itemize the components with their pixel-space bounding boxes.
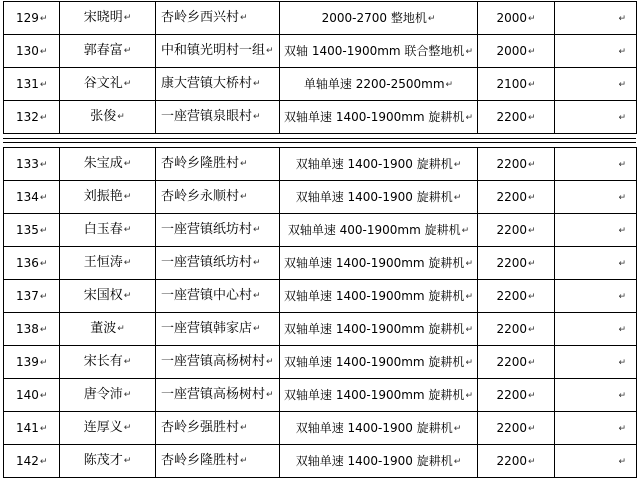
price-cell bbox=[478, 148, 555, 181]
paragraph-mark-icon: ↵ bbox=[39, 225, 48, 236]
table-row bbox=[4, 214, 637, 247]
paragraph-mark-icon: ↵ bbox=[123, 13, 132, 23]
table-row bbox=[4, 445, 637, 478]
row-number-cell bbox=[4, 346, 60, 379]
row-number-cell bbox=[4, 247, 60, 280]
cell-text: 康大营镇大桥村 bbox=[161, 76, 253, 91]
cell-text: 2200 bbox=[496, 453, 527, 468]
paragraph-mark-icon: ↵ bbox=[618, 390, 626, 401]
note-cell bbox=[555, 313, 637, 346]
row-number-cell bbox=[4, 445, 60, 478]
address-cell bbox=[156, 280, 280, 313]
cell-text: 白玉春 bbox=[83, 222, 123, 237]
paragraph-mark-icon: ↵ bbox=[123, 390, 132, 400]
price-cell bbox=[478, 181, 555, 214]
address-cell bbox=[156, 214, 280, 247]
paragraph-mark-icon: ↵ bbox=[39, 291, 48, 302]
paragraph-mark-icon: ↵ bbox=[528, 258, 536, 269]
paragraph-mark-icon: ↵ bbox=[39, 456, 48, 467]
cell-text: 宋长有 bbox=[83, 354, 123, 369]
machine-model-cell bbox=[280, 68, 478, 101]
table-row bbox=[4, 35, 637, 68]
cell-text: 宋晓明 bbox=[83, 10, 123, 25]
cell-text: 中和镇光明村一组 bbox=[161, 43, 266, 58]
cell-text: 董波 bbox=[90, 321, 117, 336]
price-cell bbox=[478, 346, 555, 379]
table-row bbox=[4, 247, 637, 280]
cell-text: 一座营镇中心村 bbox=[161, 288, 253, 303]
address-cell bbox=[156, 68, 280, 101]
person-name-cell bbox=[60, 101, 156, 134]
paragraph-mark-icon: ↵ bbox=[39, 192, 48, 203]
person-name-cell bbox=[60, 214, 156, 247]
subsidy-table-bottom bbox=[3, 147, 637, 478]
paragraph-mark-icon: ↵ bbox=[39, 390, 48, 401]
row-number-cell bbox=[4, 280, 60, 313]
paragraph-mark-icon: ↵ bbox=[240, 456, 248, 466]
address-cell bbox=[156, 148, 280, 181]
paragraph-mark-icon: ↵ bbox=[240, 192, 248, 202]
machine-model-cell bbox=[280, 214, 478, 247]
table-row bbox=[4, 379, 637, 412]
person-name-cell bbox=[60, 2, 156, 35]
cell-text: 张俊 bbox=[90, 109, 117, 124]
paragraph-mark-icon: ↵ bbox=[528, 357, 536, 368]
paragraph-mark-icon: ↵ bbox=[528, 159, 536, 170]
price-cell bbox=[478, 214, 555, 247]
paragraph-mark-icon: ↵ bbox=[39, 13, 48, 24]
cell-text: 双轴单速 1400-1900mm 旋耕机 bbox=[284, 387, 465, 402]
paragraph-mark-icon: ↵ bbox=[618, 456, 626, 467]
paragraph-mark-icon: ↵ bbox=[528, 456, 536, 467]
paragraph-mark-icon: ↵ bbox=[528, 291, 536, 302]
paragraph-mark-icon: ↵ bbox=[461, 225, 470, 236]
paragraph-mark-icon: ↵ bbox=[39, 79, 48, 90]
price-cell bbox=[478, 2, 555, 35]
cell-text: 137 bbox=[16, 288, 39, 303]
paragraph-mark-icon: ↵ bbox=[39, 324, 48, 335]
cell-text: 134 bbox=[16, 189, 39, 204]
table-row bbox=[4, 412, 637, 445]
address-cell bbox=[156, 101, 280, 134]
paragraph-mark-icon: ↵ bbox=[528, 423, 536, 434]
cell-text: 连厚义 bbox=[83, 420, 123, 435]
cell-text: 2200 bbox=[496, 222, 527, 237]
person-name-cell bbox=[60, 445, 156, 478]
note-cell bbox=[555, 346, 637, 379]
row-number-cell bbox=[4, 214, 60, 247]
paragraph-mark-icon: ↵ bbox=[266, 357, 274, 367]
cell-text: 杏岭乡隆胜村 bbox=[161, 453, 240, 468]
cell-text: 2200 bbox=[496, 156, 527, 171]
paragraph-mark-icon: ↵ bbox=[39, 159, 48, 170]
table-row bbox=[4, 101, 637, 134]
table-row bbox=[4, 346, 637, 379]
paragraph-mark-icon: ↵ bbox=[465, 112, 473, 123]
paragraph-mark-icon: ↵ bbox=[465, 324, 473, 335]
subsidy-table-top bbox=[3, 1, 637, 134]
paragraph-mark-icon: ↵ bbox=[266, 46, 274, 56]
cell-text: 138 bbox=[16, 321, 39, 336]
table-separator bbox=[0, 136, 639, 145]
person-name-cell bbox=[60, 379, 156, 412]
person-name-cell bbox=[60, 181, 156, 214]
cell-text: 一座营镇高杨树村 bbox=[161, 354, 266, 369]
table-row bbox=[4, 280, 637, 313]
price-cell bbox=[478, 412, 555, 445]
person-name-cell bbox=[60, 148, 156, 181]
paragraph-mark-icon: ↵ bbox=[117, 324, 125, 334]
cell-text: 双轴单速 1400-1900 旋耕机 bbox=[295, 420, 453, 435]
note-cell bbox=[555, 68, 637, 101]
note-cell bbox=[555, 280, 637, 313]
note-cell bbox=[555, 181, 637, 214]
machine-model-cell bbox=[280, 412, 478, 445]
cell-text: 2000 bbox=[496, 43, 527, 58]
row-number-cell bbox=[4, 379, 60, 412]
paragraph-mark-icon: ↵ bbox=[117, 112, 125, 122]
cell-text: 双轴单速 400-1900mm 旋耕机 bbox=[287, 222, 461, 237]
paragraph-mark-icon: ↵ bbox=[618, 357, 626, 368]
cell-text: 2000 bbox=[496, 10, 527, 25]
note-cell bbox=[555, 445, 637, 478]
cell-text: 双轴单速 1400-1900mm 旋耕机 bbox=[284, 109, 465, 124]
paragraph-mark-icon: ↵ bbox=[253, 225, 261, 235]
person-name-cell bbox=[60, 313, 156, 346]
paragraph-mark-icon: ↵ bbox=[453, 456, 462, 467]
row-number-cell bbox=[4, 101, 60, 134]
paragraph-mark-icon: ↵ bbox=[618, 291, 626, 302]
paragraph-mark-icon: ↵ bbox=[465, 291, 473, 302]
address-cell bbox=[156, 313, 280, 346]
paragraph-mark-icon: ↵ bbox=[445, 79, 454, 90]
paragraph-mark-icon: ↵ bbox=[240, 159, 248, 169]
price-cell bbox=[478, 280, 555, 313]
address-cell bbox=[156, 181, 280, 214]
paragraph-mark-icon: ↵ bbox=[618, 46, 626, 57]
person-name-cell bbox=[60, 35, 156, 68]
paragraph-mark-icon: ↵ bbox=[39, 112, 48, 123]
cell-text: 一座营镇泉眼村 bbox=[161, 109, 253, 124]
paragraph-mark-icon: ↵ bbox=[123, 258, 132, 268]
machine-model-cell bbox=[280, 2, 478, 35]
cell-text: 一座营镇纸坊村 bbox=[161, 255, 253, 270]
note-cell bbox=[555, 247, 637, 280]
cell-text: 2200 bbox=[496, 321, 527, 336]
cell-text: 142 bbox=[16, 453, 39, 468]
cell-text: 一座营镇韩家店 bbox=[161, 321, 253, 336]
note-cell bbox=[555, 379, 637, 412]
address-cell bbox=[156, 379, 280, 412]
row-number-cell bbox=[4, 35, 60, 68]
machine-model-cell bbox=[280, 379, 478, 412]
cell-text: 刘振艳 bbox=[83, 189, 123, 204]
paragraph-mark-icon: ↵ bbox=[528, 46, 536, 57]
paragraph-mark-icon: ↵ bbox=[618, 258, 626, 269]
machine-model-cell bbox=[280, 346, 478, 379]
cell-text: 双轴单速 1400-1900 旋耕机 bbox=[295, 453, 453, 468]
paragraph-mark-icon: ↵ bbox=[253, 79, 261, 89]
paragraph-mark-icon: ↵ bbox=[528, 390, 536, 401]
paragraph-mark-icon: ↵ bbox=[528, 79, 536, 90]
paragraph-mark-icon: ↵ bbox=[453, 192, 462, 203]
cell-text: 132 bbox=[16, 109, 39, 124]
note-cell bbox=[555, 412, 637, 445]
price-cell bbox=[478, 101, 555, 134]
cell-text: 双轴单速 1400-1900mm 旋耕机 bbox=[284, 288, 465, 303]
paragraph-mark-icon: ↵ bbox=[123, 225, 132, 235]
cell-text: 2000-2700 整地机 bbox=[321, 10, 427, 25]
cell-text: 136 bbox=[16, 255, 39, 270]
cell-text: 双轴单速 1400-1900 旋耕机 bbox=[295, 156, 453, 171]
table-row bbox=[4, 68, 637, 101]
paragraph-mark-icon: ↵ bbox=[618, 423, 626, 434]
paragraph-mark-icon: ↵ bbox=[123, 79, 132, 89]
table-row bbox=[4, 148, 637, 181]
cell-text: 129 bbox=[16, 10, 39, 25]
cell-text: 140 bbox=[16, 387, 39, 402]
cell-text: 双轴单速 1400-1900mm 旋耕机 bbox=[284, 255, 465, 270]
cell-text: 朱宝成 bbox=[83, 156, 123, 171]
price-cell bbox=[478, 247, 555, 280]
cell-text: 唐令沛 bbox=[83, 387, 123, 402]
paragraph-mark-icon: ↵ bbox=[618, 324, 626, 335]
cell-text: 一座营镇纸坊村 bbox=[161, 222, 253, 237]
machine-model-cell bbox=[280, 247, 478, 280]
paragraph-mark-icon: ↵ bbox=[39, 258, 48, 269]
paragraph-mark-icon: ↵ bbox=[39, 423, 48, 434]
paragraph-mark-icon: ↵ bbox=[123, 423, 132, 433]
paragraph-mark-icon: ↵ bbox=[123, 46, 132, 56]
paragraph-mark-icon: ↵ bbox=[618, 13, 626, 24]
paragraph-mark-icon: ↵ bbox=[123, 456, 132, 466]
paragraph-mark-icon: ↵ bbox=[528, 112, 536, 123]
cell-text: 郭春富 bbox=[83, 43, 123, 58]
person-name-cell bbox=[60, 280, 156, 313]
person-name-cell bbox=[60, 247, 156, 280]
cell-text: 杏岭乡隆胜村 bbox=[161, 156, 240, 171]
paragraph-mark-icon: ↵ bbox=[123, 357, 132, 367]
paragraph-mark-icon: ↵ bbox=[266, 390, 274, 400]
price-cell bbox=[478, 313, 555, 346]
cell-text: 2100 bbox=[496, 76, 527, 91]
paragraph-mark-icon: ↵ bbox=[240, 423, 248, 433]
machine-model-cell bbox=[280, 280, 478, 313]
paragraph-mark-icon: ↵ bbox=[465, 390, 473, 401]
machine-model-cell bbox=[280, 35, 478, 68]
cell-text: 130 bbox=[16, 43, 39, 58]
cell-text: 135 bbox=[16, 222, 39, 237]
table-row bbox=[4, 2, 637, 35]
paragraph-mark-icon: ↵ bbox=[39, 46, 48, 57]
cell-text: 131 bbox=[16, 76, 39, 91]
cell-text: 2200 bbox=[496, 288, 527, 303]
address-cell bbox=[156, 2, 280, 35]
note-cell bbox=[555, 214, 637, 247]
paragraph-mark-icon: ↵ bbox=[253, 324, 261, 334]
machine-model-cell bbox=[280, 181, 478, 214]
cell-text: 133 bbox=[16, 156, 39, 171]
address-cell bbox=[156, 247, 280, 280]
cell-text: 陈茂才 bbox=[83, 453, 123, 468]
cell-text: 双轴 1400-1900mm 联合整地机 bbox=[284, 43, 465, 58]
cell-text: 2200 bbox=[496, 255, 527, 270]
paragraph-mark-icon: ↵ bbox=[240, 13, 248, 23]
paragraph-mark-icon: ↵ bbox=[528, 13, 536, 24]
table-row bbox=[4, 181, 637, 214]
note-cell bbox=[555, 2, 637, 35]
paragraph-mark-icon: ↵ bbox=[253, 112, 261, 122]
paragraph-mark-icon: ↵ bbox=[618, 192, 626, 203]
paragraph-mark-icon: ↵ bbox=[618, 79, 626, 90]
paragraph-mark-icon: ↵ bbox=[453, 159, 462, 170]
row-number-cell bbox=[4, 313, 60, 346]
cell-text: 单轴单速 2200-2500mm bbox=[303, 76, 445, 91]
note-cell bbox=[555, 35, 637, 68]
paragraph-mark-icon: ↵ bbox=[123, 291, 132, 301]
paragraph-mark-icon: ↵ bbox=[528, 225, 536, 236]
address-cell bbox=[156, 346, 280, 379]
cell-text: 2200 bbox=[496, 189, 527, 204]
cell-text: 杏岭乡强胜村 bbox=[161, 420, 240, 435]
paragraph-mark-icon: ↵ bbox=[528, 324, 536, 335]
paragraph-mark-icon: ↵ bbox=[618, 112, 626, 123]
row-number-cell bbox=[4, 412, 60, 445]
machine-model-cell bbox=[280, 101, 478, 134]
paragraph-mark-icon: ↵ bbox=[39, 357, 48, 368]
paragraph-mark-icon: ↵ bbox=[618, 225, 626, 236]
paragraph-mark-icon: ↵ bbox=[453, 423, 462, 434]
cell-text: 2200 bbox=[496, 387, 527, 402]
cell-text: 一座营镇高杨树村 bbox=[161, 387, 266, 402]
machine-model-cell bbox=[280, 313, 478, 346]
address-cell bbox=[156, 412, 280, 445]
row-number-cell bbox=[4, 68, 60, 101]
paragraph-mark-icon: ↵ bbox=[465, 46, 473, 57]
paragraph-mark-icon: ↵ bbox=[253, 258, 261, 268]
paragraph-mark-icon: ↵ bbox=[465, 258, 473, 269]
paragraph-mark-icon: ↵ bbox=[528, 192, 536, 203]
cell-text: 谷文礼 bbox=[83, 76, 123, 91]
cell-text: 2200 bbox=[496, 420, 527, 435]
price-cell bbox=[478, 445, 555, 478]
row-number-cell bbox=[4, 148, 60, 181]
paragraph-mark-icon: ↵ bbox=[123, 159, 132, 169]
address-cell bbox=[156, 445, 280, 478]
address-cell bbox=[156, 35, 280, 68]
paragraph-mark-icon: ↵ bbox=[465, 357, 473, 368]
cell-text: 宋国权 bbox=[83, 288, 123, 303]
cell-text: 2200 bbox=[496, 109, 527, 124]
cell-text: 双轴单速 1400-1900 旋耕机 bbox=[295, 189, 453, 204]
paragraph-mark-icon: ↵ bbox=[618, 159, 626, 170]
person-name-cell bbox=[60, 346, 156, 379]
machine-model-cell bbox=[280, 445, 478, 478]
paragraph-mark-icon: ↵ bbox=[123, 192, 132, 202]
cell-text: 杏岭乡西兴村 bbox=[161, 10, 240, 25]
cell-text: 王恒涛 bbox=[83, 255, 123, 270]
row-number-cell bbox=[4, 2, 60, 35]
person-name-cell bbox=[60, 68, 156, 101]
price-cell bbox=[478, 379, 555, 412]
note-cell bbox=[555, 148, 637, 181]
row-number-cell bbox=[4, 181, 60, 214]
paragraph-mark-icon: ↵ bbox=[253, 291, 261, 301]
price-cell bbox=[478, 68, 555, 101]
person-name-cell bbox=[60, 412, 156, 445]
cell-text: 杏岭乡永顺村 bbox=[161, 189, 240, 204]
paragraph-mark-icon: ↵ bbox=[427, 13, 436, 24]
cell-text: 双轴单速 1400-1900mm 旋耕机 bbox=[284, 354, 465, 369]
machine-model-cell bbox=[280, 148, 478, 181]
price-cell bbox=[478, 35, 555, 68]
cell-text: 139 bbox=[16, 354, 39, 369]
note-cell bbox=[555, 101, 637, 134]
table-row bbox=[4, 313, 637, 346]
cell-text: 双轴单速 1400-1900mm 旋耕机 bbox=[284, 321, 465, 336]
cell-text: 2200 bbox=[496, 354, 527, 369]
cell-text: 141 bbox=[16, 420, 39, 435]
